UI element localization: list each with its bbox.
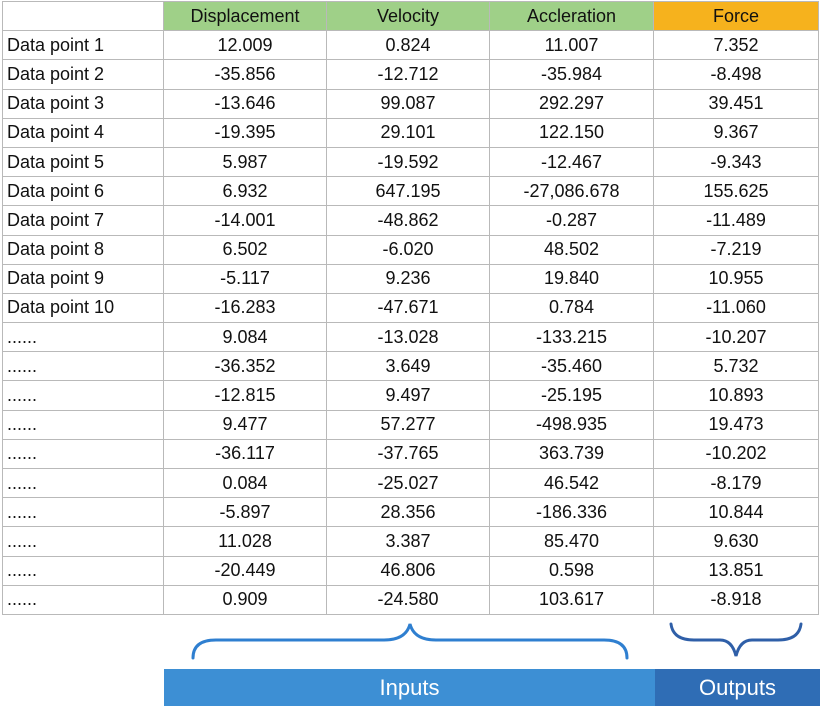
outputs-brace — [668, 620, 804, 662]
outputs-bar — [655, 669, 820, 706]
velocity-cell: -24.580 — [327, 585, 490, 614]
velocity-cell: -37.765 — [327, 439, 490, 468]
displacement-cell: -36.117 — [164, 439, 327, 468]
table-row — [3, 439, 819, 468]
force-cell: -10.202 — [654, 439, 819, 468]
velocity-cell: -48.862 — [327, 206, 490, 235]
velocity-cell: 3.387 — [327, 527, 490, 556]
table-row — [3, 235, 819, 264]
velocity-cell: 647.195 — [327, 177, 490, 206]
acceleration-cell: -186.336 — [490, 498, 654, 527]
displacement-cell: 5.987 — [164, 147, 327, 176]
force-cell: 10.955 — [654, 264, 819, 293]
force-cell: 39.451 — [654, 89, 819, 118]
inputs-label: Inputs — [379, 674, 440, 700]
force-cell: -11.489 — [654, 206, 819, 235]
displacement-cell: 12.009 — [164, 31, 327, 60]
acceleration-cell: 19.840 — [490, 264, 654, 293]
force-cell: 7.352 — [654, 31, 819, 60]
force-cell: 10.893 — [654, 381, 819, 410]
row-label: Data point 6 — [3, 177, 164, 206]
header-force: Force — [654, 2, 819, 31]
table-body — [3, 31, 819, 615]
row-label: Data point 1 — [3, 31, 164, 60]
displacement-cell: -5.897 — [164, 498, 327, 527]
table-row — [3, 118, 819, 147]
header-acceleration: Accleration — [490, 2, 654, 31]
table-row — [3, 89, 819, 118]
velocity-cell: -19.592 — [327, 147, 490, 176]
acceleration-cell: 48.502 — [490, 235, 654, 264]
acceleration-cell: 363.739 — [490, 439, 654, 468]
velocity-cell: 0.824 — [327, 31, 490, 60]
acceleration-cell: -133.215 — [490, 323, 654, 352]
velocity-cell: -6.020 — [327, 235, 490, 264]
table-row — [3, 147, 819, 176]
velocity-cell: 29.101 — [327, 118, 490, 147]
table-row — [3, 469, 819, 498]
acceleration-cell: -27,086.678 — [490, 177, 654, 206]
row-label: Data point 7 — [3, 206, 164, 235]
table-row — [3, 498, 819, 527]
force-cell: -8.179 — [654, 469, 819, 498]
row-label: ...... — [3, 527, 164, 556]
force-cell: 9.367 — [654, 118, 819, 147]
inputs-bar — [164, 669, 655, 706]
acceleration-cell: -498.935 — [490, 410, 654, 439]
row-label: Data point 2 — [3, 60, 164, 89]
row-label: Data point 9 — [3, 264, 164, 293]
force-cell: -11.060 — [654, 293, 819, 322]
displacement-cell: 9.084 — [164, 323, 327, 352]
table-row — [3, 323, 819, 352]
displacement-cell: -19.395 — [164, 118, 327, 147]
force-cell: 9.630 — [654, 527, 819, 556]
displacement-cell: 9.477 — [164, 410, 327, 439]
row-label: ...... — [3, 585, 164, 614]
row-label: Data point 3 — [3, 89, 164, 118]
displacement-cell: -16.283 — [164, 293, 327, 322]
header-displacement: Displacement — [164, 2, 327, 31]
row-label: Data point 4 — [3, 118, 164, 147]
table-row — [3, 352, 819, 381]
acceleration-cell: 292.297 — [490, 89, 654, 118]
header-corner — [3, 2, 164, 31]
force-cell: -10.207 — [654, 323, 819, 352]
displacement-cell: 6.932 — [164, 177, 327, 206]
displacement-cell: -13.646 — [164, 89, 327, 118]
table-row — [3, 585, 819, 614]
velocity-cell: 99.087 — [327, 89, 490, 118]
velocity-cell: -13.028 — [327, 323, 490, 352]
row-label: Data point 10 — [3, 293, 164, 322]
row-label: ...... — [3, 469, 164, 498]
velocity-cell: 3.649 — [327, 352, 490, 381]
velocity-cell: -12.712 — [327, 60, 490, 89]
displacement-cell: -20.449 — [164, 556, 327, 585]
row-label: ...... — [3, 323, 164, 352]
displacement-cell: 0.909 — [164, 585, 327, 614]
force-cell: -8.498 — [654, 60, 819, 89]
table-row — [3, 556, 819, 585]
row-label: ...... — [3, 556, 164, 585]
velocity-cell: 28.356 — [327, 498, 490, 527]
displacement-cell: 6.502 — [164, 235, 327, 264]
displacement-cell: -12.815 — [164, 381, 327, 410]
force-cell: -7.219 — [654, 235, 819, 264]
inputs-brace — [190, 620, 630, 662]
velocity-cell: -47.671 — [327, 293, 490, 322]
force-cell: 13.851 — [654, 556, 819, 585]
displacement-cell: -5.117 — [164, 264, 327, 293]
acceleration-cell: -12.467 — [490, 147, 654, 176]
acceleration-cell: 85.470 — [490, 527, 654, 556]
acceleration-cell: -0.287 — [490, 206, 654, 235]
row-label: ...... — [3, 381, 164, 410]
force-cell: -8.918 — [654, 585, 819, 614]
acceleration-cell: 11.007 — [490, 31, 654, 60]
acceleration-cell: -35.984 — [490, 60, 654, 89]
displacement-cell: -35.856 — [164, 60, 327, 89]
acceleration-cell: -25.195 — [490, 381, 654, 410]
header-velocity: Velocity — [327, 2, 490, 31]
displacement-cell: 0.084 — [164, 469, 327, 498]
table-row — [3, 177, 819, 206]
outputs-label: Outputs — [698, 674, 777, 700]
table-row — [3, 31, 819, 60]
table-row — [3, 410, 819, 439]
velocity-cell: 9.236 — [327, 264, 490, 293]
force-cell: -9.343 — [654, 147, 819, 176]
acceleration-cell: 0.598 — [490, 556, 654, 585]
force-cell: 5.732 — [654, 352, 819, 381]
row-label: Data point 8 — [3, 235, 164, 264]
table-row — [3, 206, 819, 235]
force-cell: 155.625 — [654, 177, 819, 206]
velocity-cell: 9.497 — [327, 381, 490, 410]
acceleration-cell: -35.460 — [490, 352, 654, 381]
row-label: ...... — [3, 498, 164, 527]
table-row — [3, 264, 819, 293]
velocity-cell: 46.806 — [327, 556, 490, 585]
header-row — [3, 2, 819, 31]
table-row — [3, 293, 819, 322]
row-label: ...... — [3, 439, 164, 468]
acceleration-cell: 46.542 — [490, 469, 654, 498]
data-table — [2, 1, 819, 615]
velocity-cell: -25.027 — [327, 469, 490, 498]
table-row — [3, 527, 819, 556]
row-label: Data point 5 — [3, 147, 164, 176]
row-label: ...... — [3, 410, 164, 439]
force-cell: 19.473 — [654, 410, 819, 439]
displacement-cell: 11.028 — [164, 527, 327, 556]
displacement-cell: -36.352 — [164, 352, 327, 381]
displacement-cell: -14.001 — [164, 206, 327, 235]
table-row — [3, 381, 819, 410]
acceleration-cell: 0.784 — [490, 293, 654, 322]
acceleration-cell: 103.617 — [490, 585, 654, 614]
row-label: ...... — [3, 352, 164, 381]
force-cell: 10.844 — [654, 498, 819, 527]
velocity-cell: 57.277 — [327, 410, 490, 439]
table-row — [3, 60, 819, 89]
acceleration-cell: 122.150 — [490, 118, 654, 147]
